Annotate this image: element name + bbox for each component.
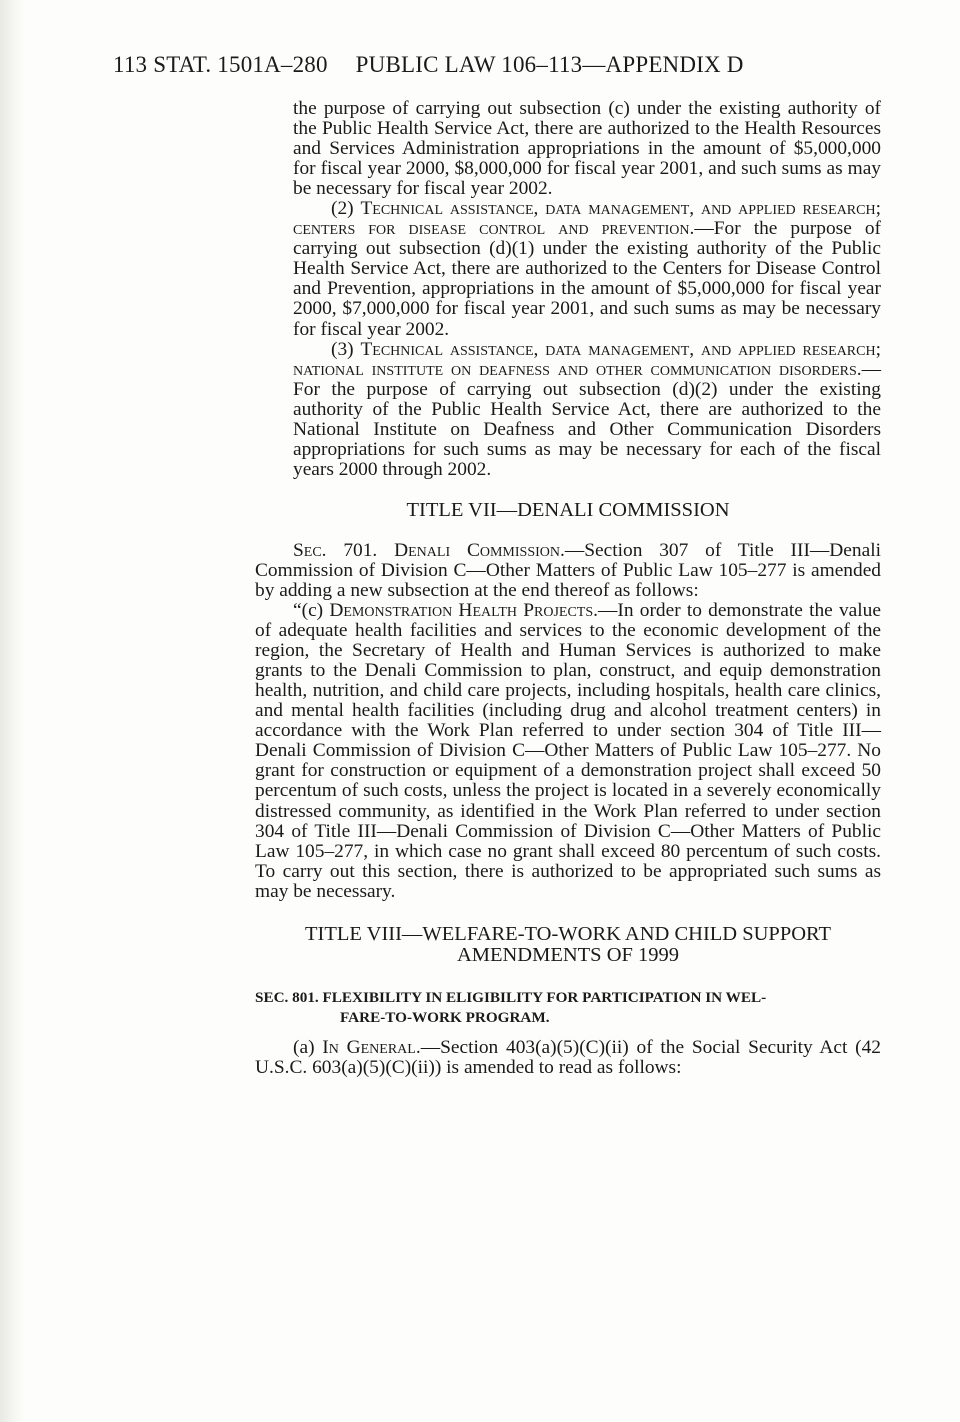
subsection-text: —In order to demonstrate the value of adequate health facilities and services to the economic development of the region, the Secretary of Health and Human Services is authorized to make grants to the Denali Commission to plan, construct, and equip demonstration health, nutrition, and child care projects, including hospitals, health care clinics, and mental health facilities (including drug and alcohol treatment centers) in accordance with the Work Plan referred to under section 304 of Title III—Denali Commission of Division C—Other Matters of Public Law 105–277. No grant for construction or equipment of a demonstration project shall exceed 50 percentum of such costs, unless the project is located in a severely economically distressed community, as identified in the Work Plan referred to under section 304 of Title III—Denali Commission of Division C—Other Matters of Public Law 105–277, in which case no grant shall exceed 80 percentum of such costs. To carry out this section, there is authorized to be appropriated such sums as may be necessary.	[255, 600, 881, 902]
paragraph-2	[293, 199, 881, 339]
running-head	[113, 52, 833, 78]
law-title: PUBLIC LAW 106–113—APPENDIX D	[355, 52, 744, 77]
subsection-text: —Section 403(a)(5)(C)(ii) of the Social Security Act (42 U.S.C. 603(a)(5)(C)(ii)) is amended to read as follows:	[255, 1036, 881, 1078]
section-heading: Denali Commission.	[394, 539, 565, 561]
subsection-number: (a)	[293, 1036, 315, 1058]
subsection-c	[255, 601, 881, 902]
paragraph-text: the purpose of carrying out subsection (c) under the existing authority of the Public Health Service Act, there are authorized to the Health Resources and Services Administration appropriations in the amount of $5,000,000 for fiscal year 2000, $8,000,000 for fiscal year 2001, and such sums as may be necessary for fiscal year 2002.	[293, 98, 881, 200]
section-801-heading	[255, 988, 881, 1028]
section-label: Sec. 701.	[293, 539, 378, 561]
paragraph-heading: Technical assistance, data management, and applied research; centers for disease control and prevention.	[293, 198, 881, 240]
subsection-number: “(c)	[293, 600, 324, 622]
title-vii-heading: TITLE VII—DENALI COMMISSION	[406, 498, 730, 521]
paragraph-3	[293, 340, 881, 480]
paragraph-text: —For the purpose of carrying out subsection (d)(1) under the existing authority of the Public Health Service Act, there are authorized to the Centers for Disease Control and Prevention, appropriations in the amount of $5,000,000 for fiscal year 2000, $7,000,000 for fiscal year 2001, and such sums as may be necessary for fiscal year 2002.	[293, 218, 881, 340]
section-701	[255, 541, 881, 601]
section-801-line-2: FARE-TO-WORK PROGRAM.	[340, 1008, 550, 1026]
stat-citation: 113 STAT. 1501A–280	[113, 52, 328, 77]
body-text	[0, 99, 960, 1078]
paragraph-number: (2)	[331, 198, 354, 220]
subsection-a	[255, 1038, 881, 1078]
title-viii-line-1: TITLE VIII—WELFARE-TO-WORK AND CHILD SUPPORT	[304, 922, 832, 945]
section-801-line-1: SEC. 801. FLEXIBILITY IN ELIGIBILITY FOR PARTICIPATION IN WEL-	[255, 988, 767, 1006]
title-viii-line-2: AMENDMENTS OF 1999	[456, 943, 680, 966]
paragraph-text: —For the purpose of carrying out subsection (d)(2) under the existing authority of the Public Health Service Act, there are authorized to the National Institute on Deafness and Other Communication Disorders appropriations for such sums as may be necessary for each of the fiscal years 2000 through 2002.	[293, 358, 881, 480]
subsection-heading: Demonstration Health Projects.	[329, 600, 598, 622]
title-viii-heading	[255, 924, 881, 966]
paragraph-heading: Technical assistance, data management, and applied research; national institute on deafness and other communication disorders.	[293, 338, 881, 380]
paragraph-number: (3)	[331, 338, 354, 360]
subsection-heading: In General.	[322, 1036, 421, 1058]
section-text: —Section 307 of Title III—Denali Commission of Division C—Other Matters of Public Law 105–277 is amended by adding a new subsection at the end thereof as follows:	[255, 539, 881, 601]
paragraph-1-continued	[293, 99, 881, 199]
